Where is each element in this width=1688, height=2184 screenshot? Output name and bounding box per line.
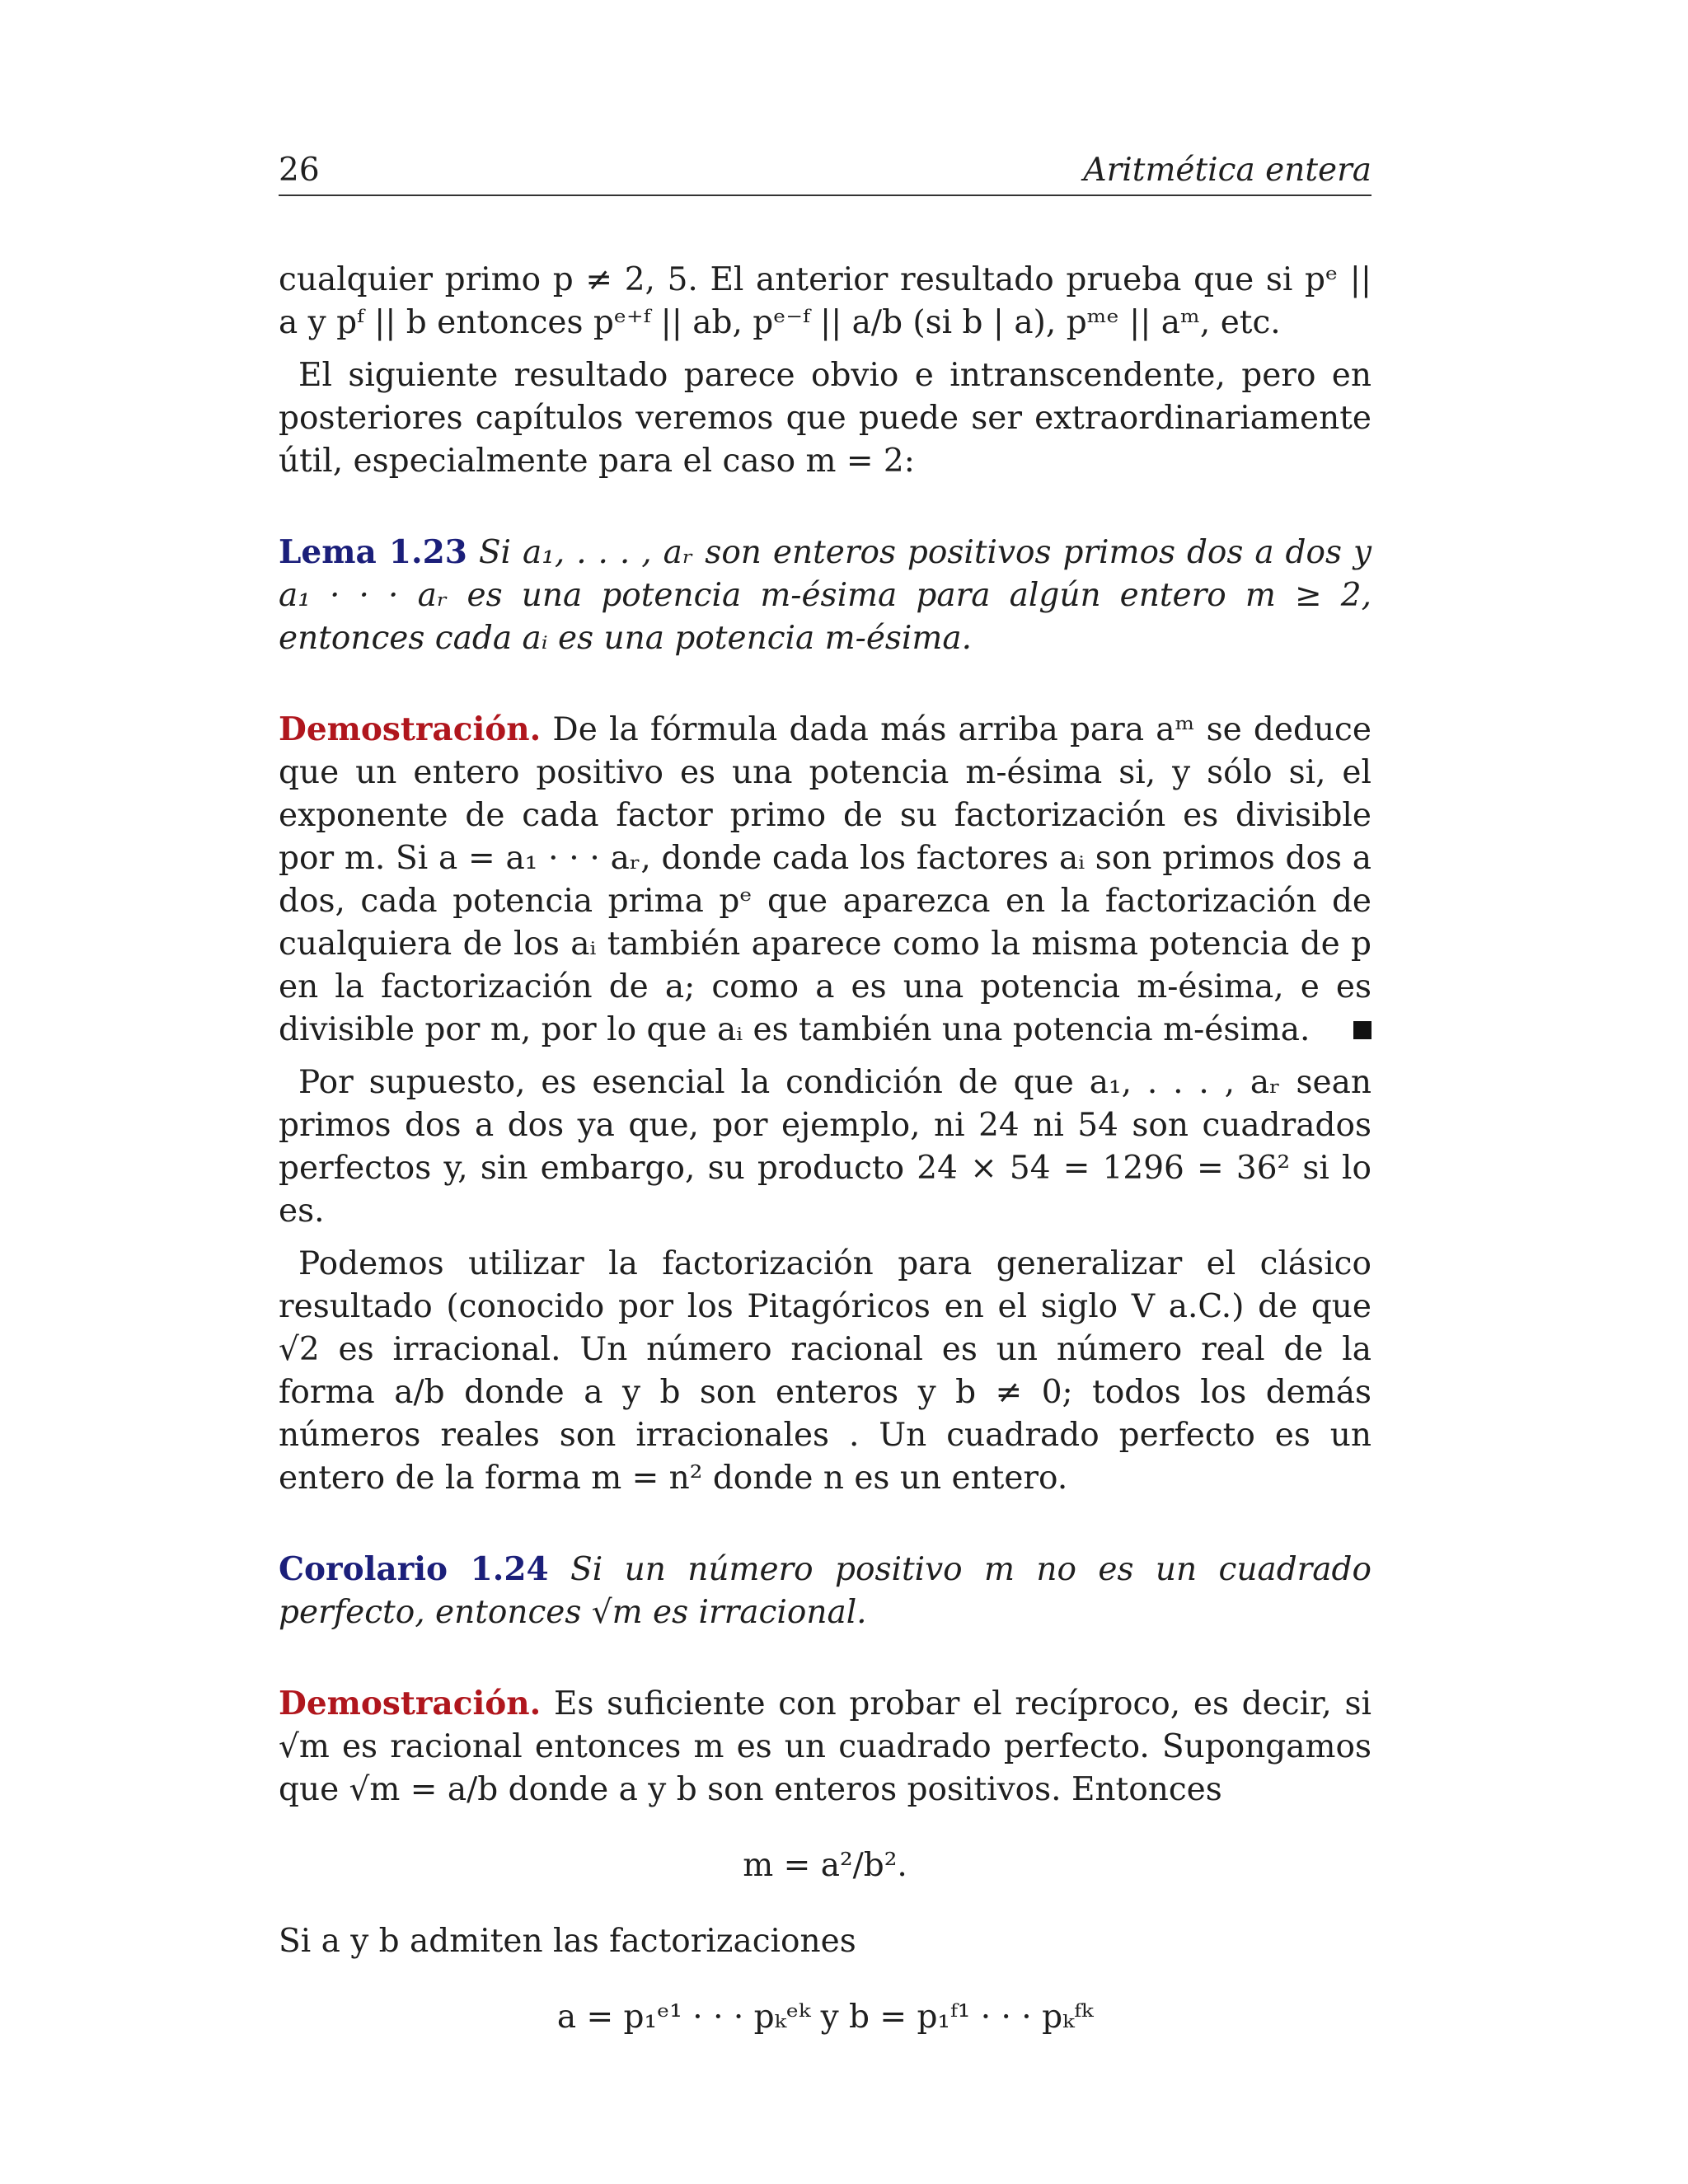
equation-1: m = a²/b². <box>743 1847 907 1884</box>
paragraph-5: Si a y b admiten las factorizaciones <box>279 1923 856 1960</box>
running-title: Aritmética entera <box>1083 152 1372 189</box>
proof-2 <box>279 1682 1372 1811</box>
paragraph-3: Por supuesto, es esencial la condición de que a₁, . . . , aᵣ sean primos dos a dos ya que, por ejemplo, ni 24 ni 54 son cuadrados perfectos y, sin embargo, su producto 24 × 54 = 1296 = 36² si lo es. <box>279 1064 1372 1230</box>
proof-label: Demostración. <box>279 710 542 748</box>
corollary-label: Corolario 1.24 <box>279 1550 549 1588</box>
paragraph-4: Podemos utilizar la factorización para generalizar el clásico resultado (conocido por los Pitagóricos en el siglo V a.C.) de que √2 es irracional. Un número racional es un número real de la forma a/b donde a y b son enteros y b ≠ 0; todos los demás números reales son irracionales . Un cuadrado perfecto es un entero de la forma m = n² donde n es un entero. <box>279 1245 1372 1497</box>
qed-square-icon <box>1353 1021 1372 1039</box>
proof-text: De la fórmula dada más arriba para aᵐ se deduce que un entero positivo es una potencia m-ésima si, y sólo si, el exponente de cada factor primo de su factorización es divisible por m. Si a = a₁ · · · aᵣ, donde cada los factores aᵢ son primos dos a dos, cada potencia prima pᵉ que aparezca en la factorización de cualquiera de los aᵢ también aparece como la misma potencia de p en la factorización de a; como a es una potencia m-ésima, e es divisible por m, por lo que aᵢ es también una potencia m-ésima. <box>279 711 1372 1048</box>
page-body <box>279 259 1372 2072</box>
corollary-text: Si un número positivo m no es un cuadrado perfecto, entonces √m es irracional. <box>279 1551 1372 1631</box>
equation-2: a = p₁ᵉ¹ · · · pₖᵉᵏ y b = p₁ᶠ¹ · · · pₖᶠᵏ <box>556 1999 1094 2036</box>
proof-1 <box>279 708 1372 1052</box>
proof-text: Es suficiente con probar el recíproco, es decir, si √m es racional entonces m es un cuadrado perfecto. Supongamos que √m = a/b donde a y b son enteros positivos. Entonces <box>279 1685 1372 1808</box>
paragraph-2: El siguiente resultado parece obvio e intranscendente, pero en posteriores capítulos veremos que puede ser extraordinariamente útil, especialmente para el caso m = 2: <box>279 357 1372 480</box>
proof-label: Demostración. <box>279 1685 542 1722</box>
page-header <box>279 153 1372 196</box>
paragraph-1: cualquier primo p ≠ 2, 5. El anterior resultado prueba que si pᵉ || a y pᶠ || b entonces pᵉ⁺ᶠ || ab, pᵉ⁻ᶠ || a/b (si b | a), pᵐᵉ || aᵐ, etc. <box>279 261 1372 341</box>
lemma-1-23 <box>279 531 1372 660</box>
corollary-1-24 <box>279 1548 1372 1634</box>
lemma-text: Si a₁, . . . , aᵣ son enteros positivos primos dos a dos y a₁ · · · aᵣ es una potencia m-ésima para algún entero m ≥ 2, entonces cada aᵢ es una potencia m-ésima. <box>279 534 1372 657</box>
page-number: 26 <box>279 152 320 189</box>
lemma-label: Lema 1.23 <box>279 533 467 571</box>
